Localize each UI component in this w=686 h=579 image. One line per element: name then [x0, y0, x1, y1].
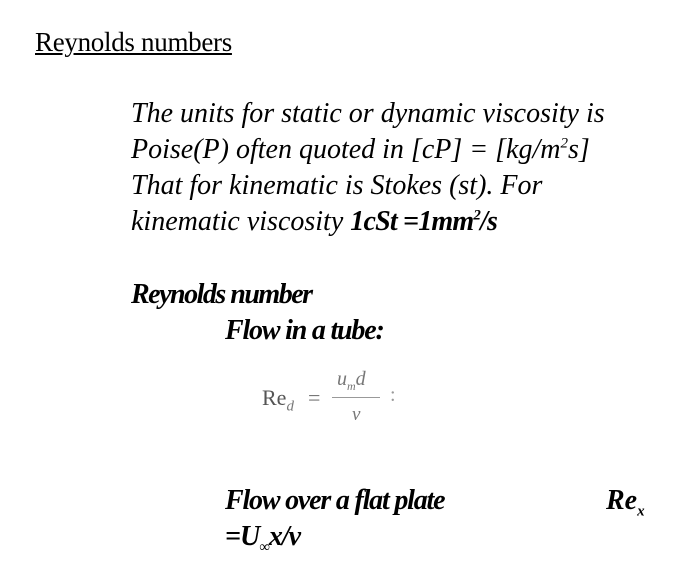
formula-lhs-subscript: d — [286, 398, 294, 415]
formula-denominator: ν — [352, 404, 361, 425]
flat-plate-eq-subscript: ∞ — [259, 539, 269, 556]
flat-plate-re-text: Re — [606, 485, 638, 516]
centistoke-tail: /s — [480, 206, 498, 237]
formula-numerator-u: u — [337, 368, 347, 390]
superscript-2: 2 — [560, 135, 568, 152]
flat-plate-eq-tail: x/v — [268, 521, 301, 552]
formula-lhs — [262, 385, 294, 415]
tube-flow-label: Flow in a tube: — [225, 315, 384, 346]
paragraph-line-2-tail: s] — [567, 134, 590, 165]
flat-plate-re — [606, 485, 645, 521]
centistoke-text: 1cSt =1mm — [350, 206, 474, 237]
formula-numerator-subscript: m — [347, 379, 356, 393]
paragraph-line-2 — [131, 132, 605, 168]
reynolds-number-title: Reynolds number — [131, 279, 312, 310]
paragraph-line-4 — [131, 204, 605, 240]
formula-trailing-colon: : — [390, 384, 396, 406]
centistoke-definition — [350, 206, 497, 237]
fraction-bar — [332, 397, 380, 398]
flat-plate-eq-u: =U — [225, 521, 260, 552]
formula-numerator-d: d — [355, 368, 366, 390]
superscript-2: 2 — [473, 207, 481, 224]
paragraph-line-4-text: kinematic viscosity — [131, 206, 351, 237]
formula-numerator — [337, 368, 366, 394]
flat-plate-label: Flow over a flat plate — [225, 485, 445, 516]
reynolds-tube-formula — [262, 368, 412, 428]
flat-plate-equation — [225, 521, 300, 557]
paragraph-line-3: That for kinematic is Stokes (st). For — [131, 170, 543, 201]
formula-equals: = — [308, 385, 321, 410]
flat-plate-re-subscript: x — [637, 503, 645, 520]
page-heading: Reynolds numbers — [35, 27, 232, 57]
paragraph-line-2-text: Poise(P) often quoted in [cP] = [kg/m — [131, 134, 561, 165]
formula-re: Re — [262, 385, 287, 410]
paragraph-line-1: The units for static or dynamic viscosity is — [131, 98, 605, 129]
viscosity-paragraph — [131, 96, 605, 240]
